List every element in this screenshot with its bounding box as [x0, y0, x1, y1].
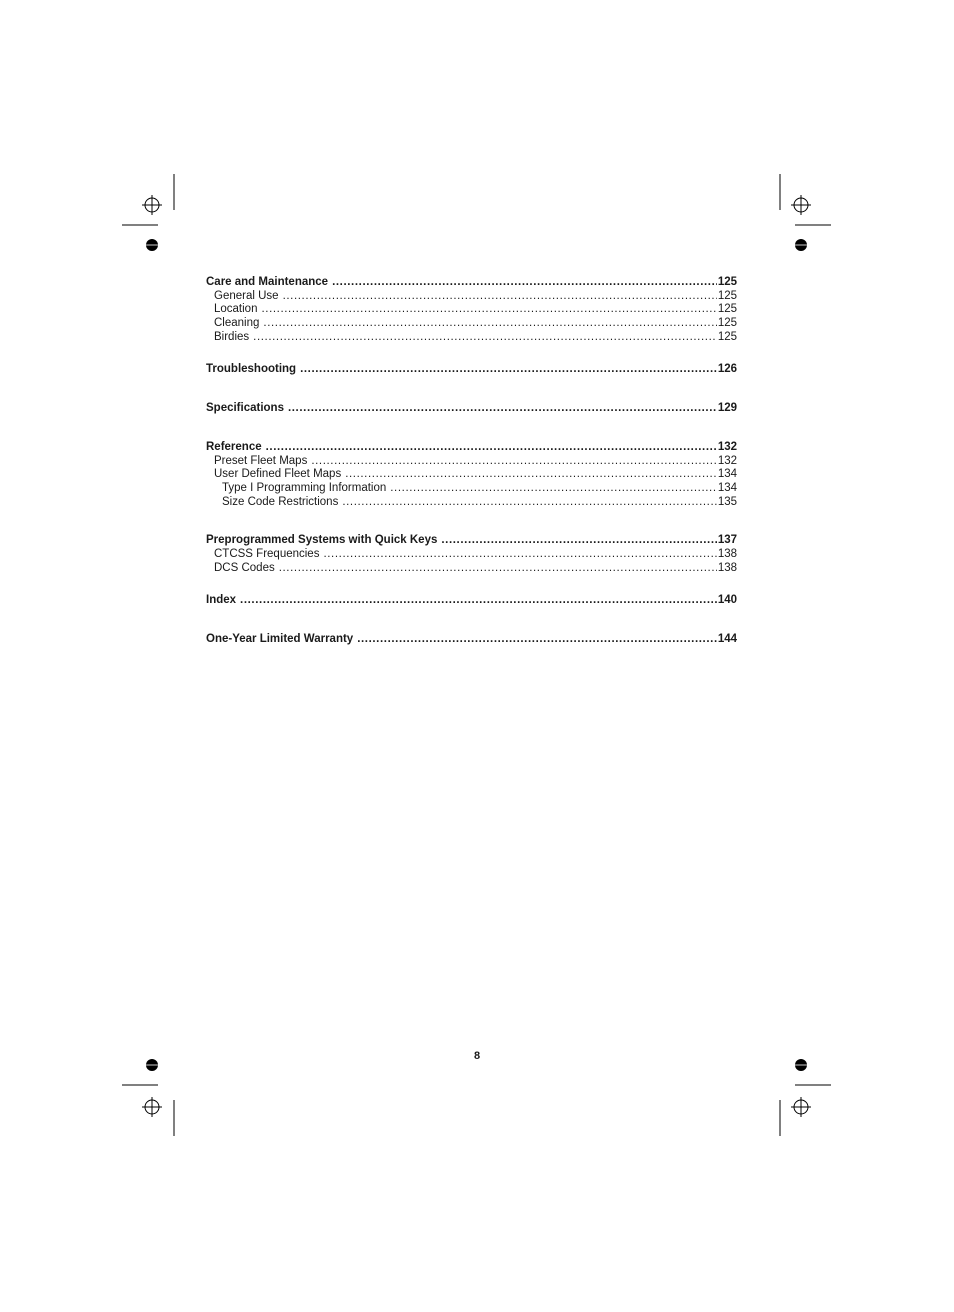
- toc-entry[interactable]: [206, 317, 737, 331]
- toc-title: Care and Maintenance: [206, 276, 329, 288]
- toc-entry[interactable]: [206, 468, 737, 482]
- toc-title: Type I Programming Information: [222, 481, 387, 494]
- toc-page: 138: [717, 547, 737, 560]
- dot-leader: [240, 594, 717, 608]
- toc-page: 125: [717, 303, 737, 316]
- table-of-contents: [206, 276, 737, 647]
- toc-title: Cleaning: [214, 317, 260, 330]
- dot-leader: [288, 402, 717, 416]
- toc-title: Birdies: [214, 330, 250, 343]
- toc-page: 125: [717, 330, 737, 343]
- dot-leader: [357, 633, 717, 647]
- toc-title: General Use: [214, 289, 279, 302]
- toc-title: Reference: [206, 440, 262, 453]
- toc-entry[interactable]: [206, 331, 737, 345]
- toc-page: 132: [717, 440, 737, 453]
- toc-title: One-Year Limited Warranty: [206, 633, 354, 645]
- toc-title: CTCSS Frequencies: [214, 547, 320, 560]
- dot-leader: [332, 276, 717, 290]
- toc-page: 129: [717, 402, 737, 415]
- dot-leader: [345, 468, 717, 482]
- dot-leader: [266, 441, 717, 455]
- registration-mark-top-left-icon: [118, 172, 180, 256]
- page-number: 8: [473, 1050, 481, 1062]
- dot-leader: [300, 363, 717, 377]
- dot-leader: [283, 290, 717, 304]
- dot-leader: [263, 317, 716, 331]
- toc-page: 125: [717, 276, 737, 288]
- toc-title: Specifications: [206, 402, 284, 415]
- toc-page: 125: [717, 289, 737, 302]
- toc-title: DCS Codes: [214, 561, 275, 574]
- toc-section[interactable]: [206, 594, 737, 608]
- toc-title: Preset Fleet Maps: [214, 454, 308, 467]
- toc-entry[interactable]: [206, 562, 737, 576]
- toc-entry[interactable]: [206, 548, 737, 562]
- toc-title: Troubleshooting: [206, 363, 297, 376]
- dot-leader: [279, 562, 717, 576]
- toc-section[interactable]: [206, 276, 737, 290]
- dot-leader: [323, 548, 716, 562]
- toc-section[interactable]: [206, 633, 737, 647]
- toc-page: 144: [717, 633, 737, 645]
- toc-page: 140: [717, 594, 737, 607]
- toc-title: Index: [206, 594, 237, 607]
- toc-entry[interactable]: [206, 303, 737, 317]
- toc-entry[interactable]: [206, 482, 737, 496]
- toc-entry[interactable]: [206, 496, 737, 510]
- toc-page: 134: [717, 468, 737, 481]
- registration-mark-top-right-icon: [774, 172, 836, 256]
- dot-leader: [342, 496, 716, 510]
- toc-page: 134: [717, 481, 737, 494]
- toc-title: Location: [214, 303, 258, 316]
- toc-page: 138: [717, 561, 737, 574]
- toc-page: 132: [717, 454, 737, 467]
- toc-page: 125: [717, 317, 737, 330]
- toc-page: 126: [717, 363, 737, 376]
- dot-leader: [253, 331, 717, 345]
- dot-leader: [441, 534, 716, 548]
- registration-mark-bottom-left-icon: [118, 1054, 180, 1138]
- dot-leader: [311, 455, 716, 469]
- registration-mark-bottom-right-icon: [774, 1054, 836, 1138]
- toc-entry[interactable]: [206, 290, 737, 304]
- toc-entry[interactable]: [206, 455, 737, 469]
- toc-section[interactable]: [206, 402, 737, 416]
- dot-leader: [261, 303, 716, 317]
- toc-title: User Defined Fleet Maps: [214, 468, 342, 481]
- toc-title: Size Code Restrictions: [222, 495, 339, 508]
- toc-section[interactable]: [206, 363, 737, 377]
- toc-page: 137: [717, 534, 737, 547]
- dot-leader: [390, 482, 717, 496]
- toc-page: 135: [717, 495, 737, 508]
- toc-section[interactable]: [206, 534, 737, 548]
- toc-section[interactable]: [206, 441, 737, 455]
- toc-title: Preprogrammed Systems with Quick Keys: [206, 534, 438, 547]
